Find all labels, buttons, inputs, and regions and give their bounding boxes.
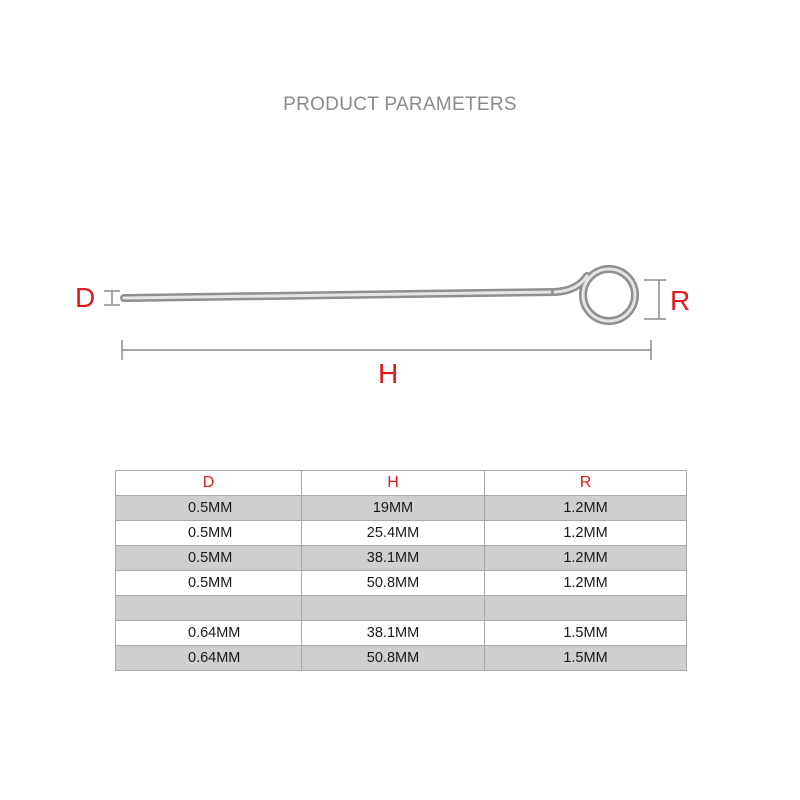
d-label: D [75, 282, 96, 313]
cell-d: 0.5MM [116, 546, 302, 571]
header-h: H [302, 471, 485, 496]
cell-d: 0.64MM [116, 621, 302, 646]
header-d: D [116, 471, 302, 496]
page-title: PRODUCT PARAMETERS [283, 94, 517, 115]
pin-shaft [124, 292, 555, 298]
cell-r: 1.5MM [485, 646, 687, 671]
table-header-row [116, 471, 687, 496]
table-row [116, 621, 687, 646]
parameter-table [115, 470, 687, 671]
table-row [116, 571, 687, 596]
cell-d [116, 596, 302, 621]
d-dimension-marker [104, 291, 120, 305]
header-r: R [485, 471, 687, 496]
table-row [116, 646, 687, 671]
table-row [116, 596, 687, 621]
cell-r: 1.2MM [485, 496, 687, 521]
table-row [116, 521, 687, 546]
cell-h: 38.1MM [302, 546, 485, 571]
cell-r: 1.2MM [485, 571, 687, 596]
cell-r: 1.5MM [485, 621, 687, 646]
cell-d: 0.5MM [116, 496, 302, 521]
cell-h: 25.4MM [302, 521, 485, 546]
cell-d: 0.5MM [116, 571, 302, 596]
h-dimension-marker [122, 340, 651, 360]
cell-h: 38.1MM [302, 621, 485, 646]
cell-r: 1.2MM [485, 521, 687, 546]
r-label: R [670, 285, 691, 316]
r-dimension-marker [644, 280, 666, 319]
h-label: H [378, 358, 399, 389]
table-row [116, 496, 687, 521]
cell-d: 0.64MM [116, 646, 302, 671]
pin-loop [555, 269, 635, 321]
cell-r: 1.2MM [485, 546, 687, 571]
table-row [116, 546, 687, 571]
cell-h: 19MM [302, 496, 485, 521]
cell-h [302, 596, 485, 621]
cell-h: 50.8MM [302, 646, 485, 671]
cell-r [485, 596, 687, 621]
cell-d: 0.5MM [116, 521, 302, 546]
cell-h: 50.8MM [302, 571, 485, 596]
